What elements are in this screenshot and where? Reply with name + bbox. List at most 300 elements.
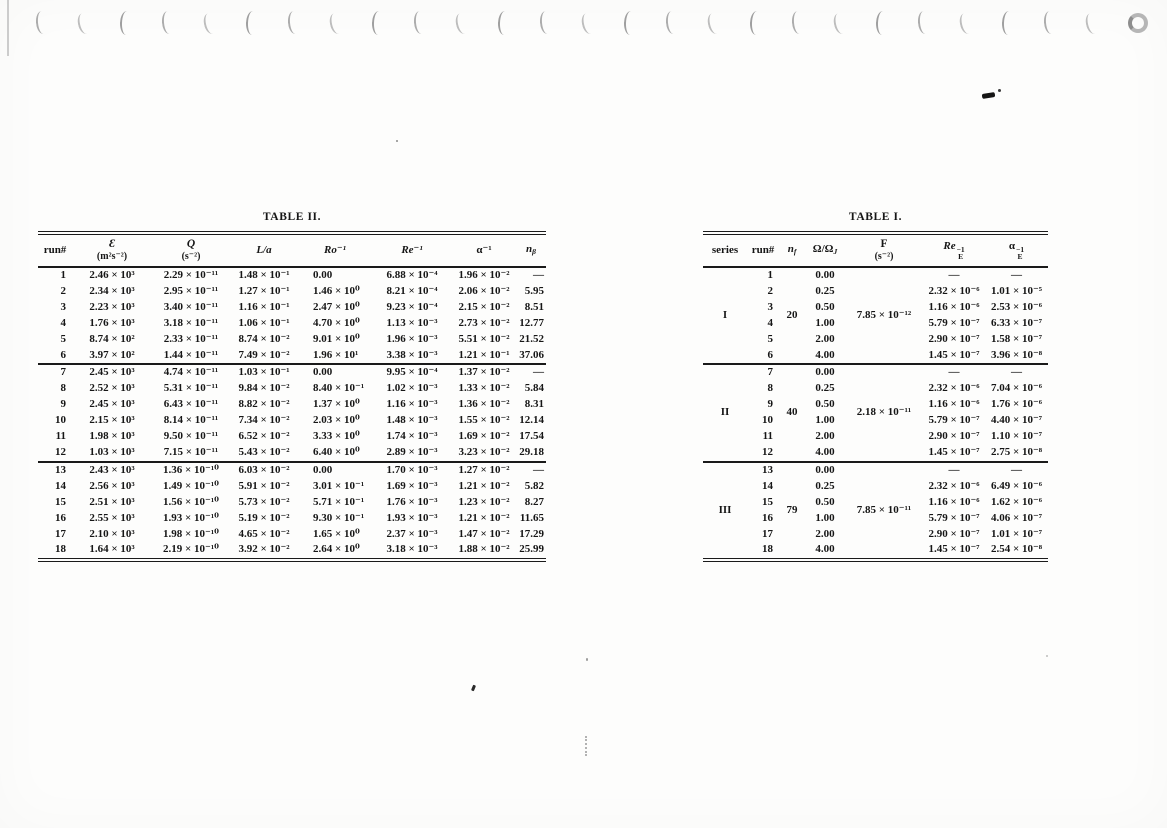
binding-crescent-mark [35, 10, 50, 34]
table-cell: 12.14 [519, 414, 544, 427]
table-cell: — [1011, 269, 1022, 281]
table-cell: 9.30 × 10⁻¹ [313, 511, 365, 524]
table-cell: 4.06 × 10⁻⁷ [990, 511, 1043, 524]
table-i-title: TABLE I. [848, 211, 903, 223]
q-symbol: Q [186, 238, 196, 250]
table-cell: 5.73 × 10⁻² [238, 495, 290, 508]
scan-speck [1046, 655, 1048, 657]
table-cell: 3.97 × 10² [89, 348, 135, 361]
binding-crescent-mark [1043, 10, 1058, 34]
table-cell: 8.14 × 10⁻¹¹ [163, 414, 219, 427]
table-cell: 1.27 × 10⁻¹ [238, 284, 290, 297]
ink-dot [998, 89, 1001, 92]
table-row [38, 462, 546, 479]
table-cell: 0.50 [815, 398, 835, 411]
header-row [703, 233, 1048, 267]
table-cell: 2.73 × 10⁻² [458, 316, 510, 329]
table-cell: 1.76 × 10³ [89, 316, 135, 329]
table-cell: 2.45 × 10³ [89, 366, 135, 379]
binding-crescent-mark [1084, 12, 1101, 35]
table-cell: 7.34 × 10⁻² [238, 414, 290, 427]
omega-ratio-subscript: J [833, 246, 838, 256]
col-header-q [152, 233, 230, 267]
table-row [38, 527, 546, 543]
binding-crescent-mark [580, 12, 597, 35]
table-cell: 1.16 × 10⁻⁶ [928, 495, 980, 508]
table-cell: 2.46 × 10³ [89, 269, 135, 281]
table-cell: 1.16 × 10⁻³ [386, 398, 438, 411]
table-row [38, 348, 546, 365]
table-cell: 1.70 × 10⁻³ [386, 463, 438, 476]
table-i-series-ii [703, 364, 1048, 461]
table-ii-group-2 [38, 364, 546, 461]
binding-crescent-mark [498, 11, 512, 35]
table-cell: 10 [55, 414, 66, 427]
table-cell: 8.21 × 10⁻⁴ [386, 284, 438, 297]
table-cell: 1.69 × 10⁻³ [386, 479, 438, 492]
table-cell: 4.40 × 10⁻⁷ [990, 414, 1043, 427]
table-cell: 11.65 [519, 511, 544, 524]
table-cell: 2.90 × 10⁻⁷ [928, 430, 980, 443]
table-cell: 3.18 × 10⁻¹¹ [163, 316, 219, 329]
table-cell: 40 [786, 406, 798, 419]
table-cell: 2.32 × 10⁻⁶ [928, 284, 980, 297]
table-cell: 1.37 × 10⁰ [313, 398, 360, 411]
table-ii-title: TABLE II. [262, 211, 322, 223]
table-row [38, 429, 546, 445]
table-cell: 5.71 × 10⁻¹ [313, 495, 365, 508]
table-cell: 2.75 × 10⁻⁸ [990, 445, 1043, 458]
table-cell: 3.33 × 10⁰ [313, 430, 360, 443]
table-i-section [703, 211, 1048, 562]
table-cell: 1.47 × 10⁻² [458, 527, 510, 540]
table-cell: 12 [55, 445, 66, 458]
table-cell: 5.51 × 10⁻² [458, 332, 510, 345]
table-cell: — [533, 269, 544, 281]
table-cell: 1.88 × 10⁻² [458, 543, 510, 556]
table-cell: 5 [767, 332, 773, 345]
table-i-series-iii [703, 462, 1048, 560]
table-row [38, 381, 546, 397]
table-cell: 7.85 × 10⁻¹² [856, 308, 912, 321]
table-cell: 1.33 × 10⁻² [458, 382, 510, 395]
table-cell: 1.37 × 10⁻² [458, 366, 510, 379]
col-header-energy [72, 233, 152, 267]
table-cell: 2.51 × 10³ [89, 495, 135, 508]
table-row [703, 364, 1048, 381]
table-cell: 12.77 [519, 316, 544, 329]
table-cell: 3 [767, 300, 773, 313]
col-header-run-number: run# [38, 233, 72, 267]
table-cell: 1.98 × 10³ [89, 430, 135, 443]
table-cell: 1.45 × 10⁻⁷ [928, 543, 980, 556]
table-i-series-i [703, 267, 1048, 364]
col-header-alpha-inverse: α⁻¹ [452, 233, 516, 267]
table-cell: 1.23 × 10⁻² [458, 495, 510, 508]
table-cell: 0.00 [313, 269, 333, 281]
table-cell: 0.25 [815, 382, 835, 395]
binding-crescent-mark [161, 10, 176, 34]
f-unit: (s⁻²) [874, 251, 894, 262]
table-cell: 4.00 [815, 348, 835, 361]
table-cell: 2.29 × 10⁻¹¹ [163, 269, 219, 281]
table-cell: 1.01 × 10⁻⁵ [990, 284, 1043, 297]
table-cell: 2.64 × 10⁰ [313, 543, 360, 556]
table-cell: 10 [762, 414, 773, 427]
table-cell: 1.58 × 10⁻⁷ [990, 332, 1043, 345]
table-cell: 1.36 × 10⁻¹⁰ [163, 463, 219, 476]
binding-crescent-mark [539, 10, 554, 34]
table-cell: 2 [60, 284, 66, 297]
scan-speck [396, 140, 398, 142]
table-cell: 7.15 × 10⁻¹¹ [163, 445, 219, 458]
table-cell: 2.52 × 10³ [89, 382, 135, 395]
table-cell: 1.48 × 10⁻¹ [238, 269, 290, 281]
table-cell: 1.46 × 10⁰ [313, 284, 360, 297]
binding-crescent-mark [372, 11, 386, 35]
table-cell: 1.93 × 10⁻³ [386, 511, 438, 524]
n-f-base: n [787, 242, 794, 255]
binding-crescent-mark [413, 10, 428, 34]
table-cell: 15 [762, 495, 773, 508]
table-cell: 0.00 [815, 463, 835, 476]
table-cell: 1.27 × 10⁻² [458, 463, 510, 476]
binding-ring-mark [1128, 13, 1148, 33]
table-cell: 1.44 × 10⁻¹¹ [163, 348, 219, 361]
table-cell: 2.43 × 10³ [89, 463, 135, 476]
col-header-n-f [779, 233, 805, 267]
table-cell: 1.96 × 10¹ [313, 348, 359, 361]
re-superscript: −1 [956, 245, 965, 254]
table-cell: 2.19 × 10⁻¹⁰ [163, 543, 219, 556]
n-beta-base: n [526, 242, 533, 255]
table-row [38, 267, 546, 284]
table-cell: 1.16 × 10⁻⁶ [928, 300, 980, 313]
table-cell: 1.16 × 10⁻¹ [238, 300, 290, 313]
f-symbol: F [880, 238, 888, 250]
scan-speck [471, 685, 476, 692]
table-cell: 0.00 [313, 463, 333, 476]
binding-crescent-mark [706, 12, 723, 35]
header-row [38, 233, 546, 267]
col-header-rossby-inverse: Ro⁻¹ [298, 233, 372, 267]
binding-crescent-mark [791, 10, 806, 34]
table-cell: 6 [767, 348, 773, 361]
table-cell: 11 [55, 430, 66, 443]
table-cell: 2.45 × 10³ [89, 398, 135, 411]
table-cell: 1.21 × 10⁻¹ [458, 348, 510, 361]
table-cell: 2.00 [815, 430, 835, 443]
table-i [703, 231, 1048, 562]
table-cell: 0.25 [815, 479, 835, 492]
table-cell: 1.06 × 10⁻¹ [238, 316, 290, 329]
table-row [38, 300, 546, 316]
table-cell: 2.00 [815, 527, 835, 540]
table-cell: 13 [762, 463, 773, 476]
binding-crescent-mark [120, 11, 134, 35]
table-cell: 3 [60, 300, 66, 313]
table-cell: 17 [762, 527, 773, 540]
spiral-binding [36, 11, 1167, 53]
alpha-sub-sup-stack [1016, 247, 1024, 260]
binding-crescent-mark [624, 11, 638, 35]
table-cell: 9.95 × 10⁻⁴ [386, 366, 438, 379]
table-cell: 2 [767, 284, 773, 297]
table-cell: I [722, 308, 728, 321]
table-cell: 7.04 × 10⁻⁶ [990, 382, 1043, 395]
table-cell: — [533, 366, 544, 379]
table-cell: 4 [767, 316, 773, 329]
table-cell: II [720, 406, 730, 419]
table-cell: — [533, 463, 544, 476]
col-header-reynolds-inverse: Re⁻¹ [372, 233, 452, 267]
table-cell: 8.74 × 10⁻² [238, 332, 290, 345]
table-cell: 11 [762, 430, 773, 443]
table-cell: 1.96 × 10⁻² [458, 269, 510, 281]
table-cell: 0.00 [815, 269, 835, 281]
table-cell: 20 [786, 308, 798, 321]
binding-crescent-mark [76, 12, 93, 35]
binding-crescent-mark [1002, 11, 1016, 35]
table-cell: 0.25 [815, 284, 835, 297]
table-cell: 2.18 × 10⁻¹¹ [856, 406, 912, 419]
binding-crescent-mark [454, 12, 471, 35]
binding-crescent-mark [958, 12, 975, 35]
table-cell: 3.01 × 10⁻¹ [313, 479, 365, 492]
table-cell: 3.92 × 10⁻² [238, 543, 290, 556]
table-cell: — [1011, 463, 1022, 476]
table-ii [38, 231, 546, 562]
col-header-l-over-a: L/a [230, 233, 298, 267]
table-cell: 1.64 × 10³ [89, 543, 135, 556]
table-cell: 5.82 [524, 479, 544, 492]
table-cell: 5.19 × 10⁻² [238, 511, 290, 524]
table-cell: 4.70 × 10⁰ [313, 316, 360, 329]
table-cell: 3.96 × 10⁻⁸ [990, 348, 1043, 361]
table-cell: 1.74 × 10⁻³ [386, 430, 438, 443]
table-cell: 0.50 [815, 495, 835, 508]
table-row [38, 542, 546, 560]
table-cell: 1.69 × 10⁻² [458, 430, 510, 443]
table-cell: 17 [55, 527, 66, 540]
table-row [38, 445, 546, 462]
table-cell: 2.95 × 10⁻¹¹ [163, 284, 219, 297]
binding-crescent-mark [287, 10, 302, 34]
table-cell: 37.06 [519, 348, 544, 361]
table-cell: 0.00 [815, 366, 835, 379]
table-cell: 2.03 × 10⁰ [313, 414, 360, 427]
table-cell: 1.03 × 10³ [89, 445, 135, 458]
table-cell: 9 [60, 398, 66, 411]
ink-smudge [982, 92, 996, 99]
table-cell: 1.45 × 10⁻⁷ [928, 445, 980, 458]
table-row [38, 364, 546, 381]
table-cell: 4.00 [815, 543, 835, 556]
table-cell: 1.00 [815, 511, 835, 524]
binding-crescent-mark [917, 10, 932, 34]
table-cell: 12 [762, 445, 773, 458]
table-cell: 9 [767, 398, 773, 411]
table-row [703, 267, 1048, 284]
col-header-run-number: run# [747, 233, 779, 267]
q-unit: (s⁻²) [181, 251, 201, 262]
table-cell: 2.15 × 10³ [89, 414, 135, 427]
table-cell: 5.43 × 10⁻² [238, 445, 290, 458]
table-cell: 4.65 × 10⁻² [238, 527, 290, 540]
table-cell: 5.31 × 10⁻¹¹ [163, 382, 219, 395]
binding-crescent-mark [832, 12, 849, 35]
table-cell: 1.13 × 10⁻³ [386, 316, 438, 329]
table-cell: 79 [786, 503, 798, 516]
table-cell: 2.90 × 10⁻⁷ [928, 332, 980, 345]
table-cell: 9.01 × 10⁰ [313, 332, 360, 345]
table-cell: 1.03 × 10⁻¹ [238, 366, 290, 379]
table-cell: 1.21 × 10⁻² [458, 511, 510, 524]
table-cell: 6.52 × 10⁻² [238, 430, 290, 443]
col-header-reynolds-e-inverse [923, 233, 985, 267]
col-header-n-beta [516, 233, 546, 267]
table-cell: 5.84 [524, 382, 544, 395]
table-cell: 8.82 × 10⁻² [238, 398, 290, 411]
table-cell: — [1011, 366, 1022, 379]
table-cell: III [718, 503, 732, 516]
table-cell: 18 [55, 543, 66, 556]
re-subscript: E [958, 251, 964, 261]
table-cell: 5.79 × 10⁻⁷ [928, 414, 980, 427]
table-cell: 1.36 × 10⁻² [458, 398, 510, 411]
table-cell: 1.98 × 10⁻¹⁰ [163, 527, 219, 540]
table-cell: 2.55 × 10³ [89, 511, 135, 524]
table-cell: 1.56 × 10⁻¹⁰ [163, 495, 219, 508]
table-cell: 8 [767, 382, 773, 395]
table-cell: 6.33 × 10⁻⁷ [990, 316, 1043, 329]
table-cell: 4.00 [815, 445, 835, 458]
table-cell: 4.74 × 10⁻¹¹ [163, 366, 219, 379]
table-cell: 25.99 [519, 543, 544, 556]
table-ii-header [38, 233, 546, 267]
table-cell: 16 [55, 511, 66, 524]
table-row [38, 397, 546, 413]
table-cell: 1.55 × 10⁻² [458, 414, 510, 427]
table-cell: 2.34 × 10³ [89, 284, 135, 297]
table-cell: 29.18 [519, 445, 544, 458]
table-cell: 9.84 × 10⁻² [238, 382, 290, 395]
alpha-superscript: −1 [1016, 245, 1025, 254]
table-row [38, 511, 546, 527]
re-base: Re [943, 240, 956, 252]
table-cell: 7 [767, 366, 773, 379]
table-cell: 1.48 × 10⁻³ [386, 414, 438, 427]
table-cell: 2.15 × 10⁻² [458, 300, 510, 313]
table-cell: 2.90 × 10⁻⁷ [928, 527, 980, 540]
table-cell: 1.21 × 10⁻² [458, 479, 510, 492]
table-cell: 8.74 × 10² [89, 332, 135, 345]
table-cell: 3.18 × 10⁻³ [386, 543, 438, 556]
table-cell: 2.23 × 10³ [89, 300, 135, 313]
table-cell: 5.91 × 10⁻² [238, 479, 290, 492]
table-cell: 8.31 [524, 398, 544, 411]
table-cell: 1.62 × 10⁻⁶ [990, 495, 1043, 508]
binding-crescent-mark [328, 12, 345, 35]
table-cell: 6.49 × 10⁻⁶ [990, 479, 1043, 492]
table-i-header [703, 233, 1048, 267]
binding-crescent-mark [750, 11, 764, 35]
table-cell: 14 [762, 479, 773, 492]
table-cell: 4 [60, 316, 66, 329]
table-cell: 1 [767, 269, 773, 281]
table-cell: 1.76 × 10⁻³ [386, 495, 438, 508]
table-cell: 2.32 × 10⁻⁶ [928, 382, 980, 395]
table-cell: — [948, 269, 960, 281]
table-cell: 1.01 × 10⁻⁷ [990, 527, 1043, 540]
table-cell: 2.06 × 10⁻² [458, 284, 510, 297]
table-cell: 2.56 × 10³ [89, 479, 135, 492]
table-cell: 18 [762, 543, 773, 556]
table-cell: 8.27 [524, 495, 544, 508]
table-cell: 14 [55, 479, 66, 492]
table-row [38, 284, 546, 300]
table-cell: 2.32 × 10⁻⁶ [928, 479, 980, 492]
table-row [38, 316, 546, 332]
table-cell: 6 [60, 348, 66, 361]
table-cell: 1.49 × 10⁻¹⁰ [163, 479, 219, 492]
binding-crescent-mark [665, 10, 680, 34]
table-cell: 9.23 × 10⁻⁴ [386, 300, 438, 313]
table-cell: 8.40 × 10⁻¹ [313, 382, 365, 395]
energy-unit: (m²s⁻²) [96, 251, 128, 262]
table-cell: 6.88 × 10⁻⁴ [386, 269, 438, 281]
table-cell: 3.40 × 10⁻¹¹ [163, 300, 219, 313]
col-header-alpha-e-inverse [985, 233, 1048, 267]
table-cell: 3.23 × 10⁻² [458, 445, 510, 458]
table-row [703, 462, 1048, 479]
table-cell: 1.00 [815, 414, 835, 427]
table-cell: 13 [55, 463, 66, 476]
table-cell: 17.54 [519, 430, 544, 443]
table-row [38, 479, 546, 495]
col-header-series: series [703, 233, 747, 267]
table-cell: 17.29 [519, 527, 544, 540]
table-cell: 1.10 × 10⁻⁷ [990, 430, 1043, 443]
table-cell: 1.93 × 10⁻¹⁰ [163, 511, 219, 524]
col-header-omega-ratio [805, 233, 845, 267]
table-cell: 1.96 × 10⁻³ [386, 332, 438, 345]
energy-symbol: Ɛ [109, 238, 115, 250]
table-cell: 2.10 × 10³ [89, 527, 135, 540]
scan-speck [586, 658, 588, 661]
binding-crescent-mark [246, 11, 260, 35]
binding-crescent-mark [202, 12, 219, 35]
table-cell: 2.54 × 10⁻⁸ [990, 543, 1043, 556]
table-cell: 1 [60, 269, 66, 281]
table-row [38, 413, 546, 429]
table-cell: 2.53 × 10⁻⁶ [990, 300, 1043, 313]
table-cell: 6.40 × 10⁰ [313, 445, 360, 458]
table-ii-group-3 [38, 462, 546, 560]
binding-crescent-mark [876, 11, 890, 35]
table-cell: 2.33 × 10⁻¹¹ [163, 332, 219, 345]
table-cell: 8 [60, 382, 66, 395]
col-header-f [845, 233, 923, 267]
n-f-subscript: f [793, 246, 797, 256]
table-cell: 2.89 × 10⁻³ [386, 445, 438, 458]
table-cell: 2.37 × 10⁻³ [386, 527, 438, 540]
table-cell: 1.02 × 10⁻³ [386, 382, 438, 395]
table-ii-group-1 [38, 267, 546, 364]
table-cell: 9.50 × 10⁻¹¹ [163, 430, 219, 443]
table-cell: 1.76 × 10⁻⁶ [990, 398, 1043, 411]
table-cell: 5.95 [524, 284, 544, 297]
